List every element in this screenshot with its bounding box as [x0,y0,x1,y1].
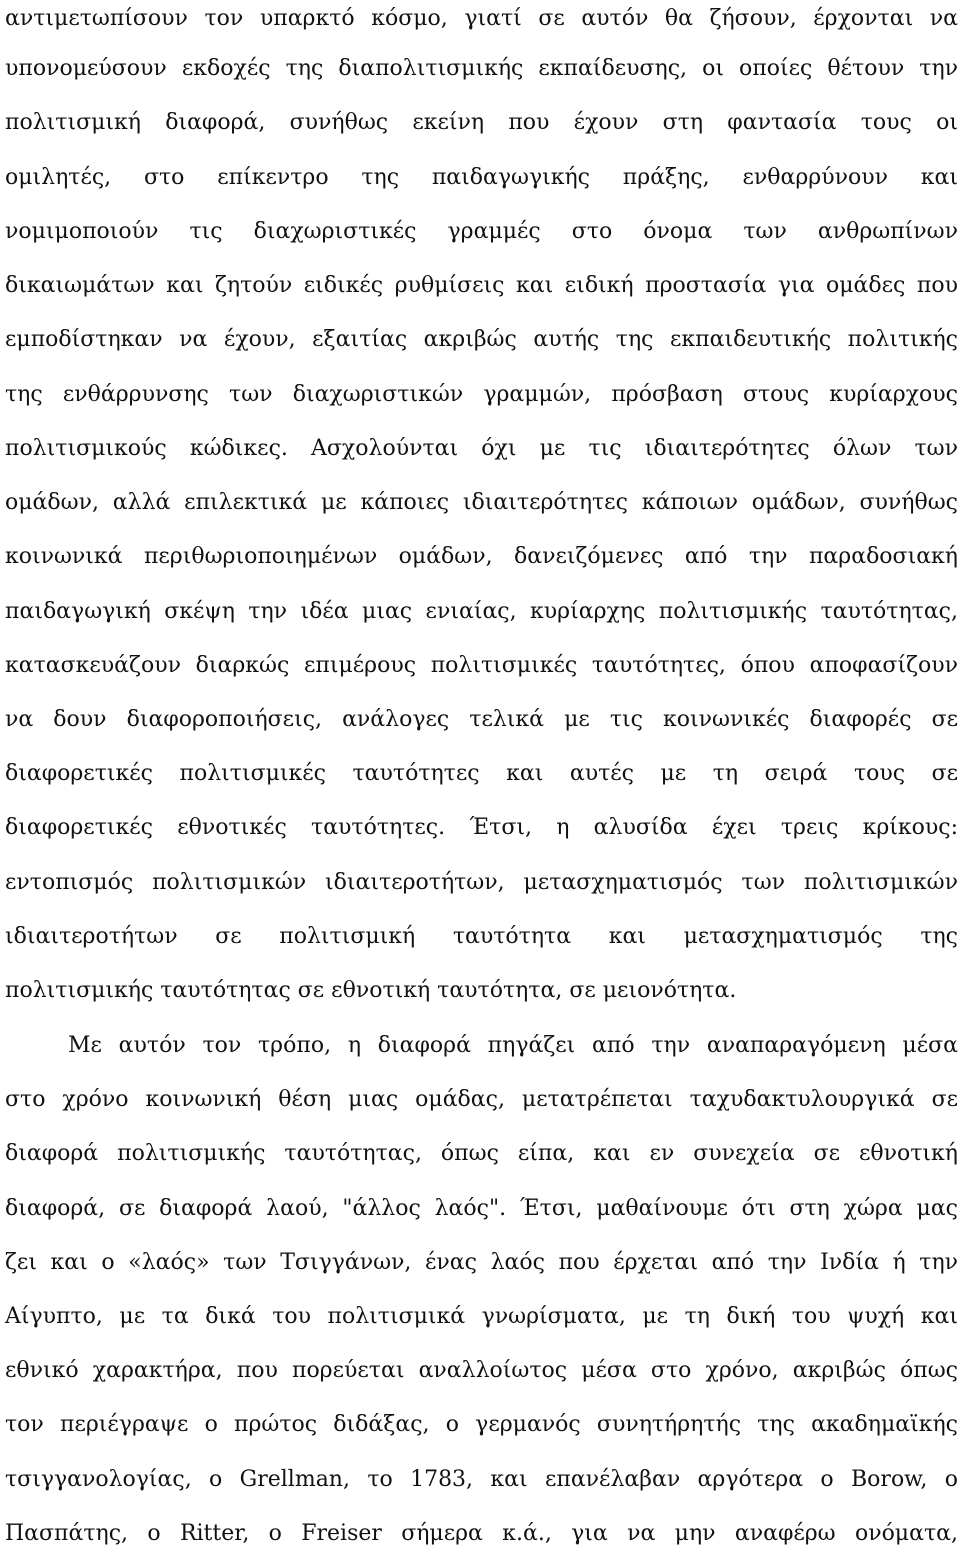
text-line: κατασκευάζουν διαρκώς επιμέρους πολιτισμικές ταυτότητες, όπου αποφασίζουν [5,653,958,678]
text-line: τσιγγανολογίας, ο Grellman, το 1783, και επανέλαβαν αργότερα ο Borow, ο [5,1467,958,1492]
text-line: ιδιαιτεροτήτων σε πολιτισμική ταυτότητα και μετασχηματισμός της [5,924,958,949]
text-line: διαφορά, σε διαφορά λαού, "άλλος λαός". Έτσι, μαθαίνουμε ότι στη χώρα μας [5,1196,958,1221]
text-line: ομάδων, αλλά επιλεκτικά με κάποιες ιδιαιτερότητες κάποιων ομάδων, συνήθως [5,490,958,515]
text-line: αντιμετωπίσουν τον υπαρκτό κόσμο, γιατί σε αυτόν θα ζήσουν, έρχονται να [5,6,958,31]
text-line: ζει και ο «λαός» των Τσιγγάνων, ένας λαός που έρχεται από την Ινδία ή την [5,1250,958,1275]
text-line: ομιλητές, στο επίκεντρο της παιδαγωγικής πράξης, ενθαρρύνουν και [5,165,958,190]
text-line: Πασπάτης, ο Ritter, ο Freiser σήμερα κ.ά., για να μην αναφέρω ονόματα, [5,1521,958,1546]
text-line: παιδαγωγική σκέψη την ιδέα μιας ενιαίας, κυρίαρχης πολιτισμικής ταυτότητας, [5,599,958,624]
text-line: εμποδίστηκαν να έχουν, εξαιτίας ακριβώς αυτής της εκπαιδευτικής πολιτικής [5,327,958,352]
text-line: τον περιέγραψε ο πρώτος διδάξας, ο γερμανός συνητήρητής της ακαδημαϊκής [5,1412,958,1437]
text-line: εθνικό χαρακτήρα, που πορεύεται αναλλοίωτος μέσα στο χρόνο, ακριβώς όπως [5,1358,958,1383]
text-line: υπονομεύσουν εκδοχές της διαπολιτισμικής εκπαίδευσης, οι οποίες θέτουν την [5,56,958,81]
text-line: πολιτισμικούς κώδικες. Ασχολούνται όχι με τις ιδιαιτερότητες όλων των [5,436,958,461]
text-line: δικαιωμάτων και ζητούν ειδικές ρυθμίσεις και ειδική προστασία για ομάδες που [5,273,958,298]
text-line: Με αυτόν τον τρόπο, η διαφορά πηγάζει από την αναπαραγόμενη μέσα [68,1033,958,1058]
text-line: της ενθάρρυνσης των διαχωριστικών γραμμών, πρόσβαση στους κυρίαρχους [5,382,958,407]
text-line: να δουν διαφοροποιήσεις, ανάλογες τελικά με τις κοινωνικές διαφορές σε [5,707,958,732]
text-line: διαφορά πολιτισμικής ταυτότητας, όπως είπα, και εν συνεχεία σε εθνοτική [5,1141,958,1166]
text-line: Αίγυπτο, με τα δικά του πολιτισμικά γνωρίσματα, με τη δική του ψυχή και [5,1304,958,1329]
text-line: διαφορετικές πολιτισμικές ταυτότητες και αυτές με τη σειρά τους σε [5,761,958,786]
text-line: πολιτισμική διαφορά, συνήθως εκείνη που έχουν στη φαντασία τους οι [5,110,958,135]
text-line: διαφορετικές εθνοτικές ταυτότητες. Έτσι, η αλυσίδα έχει τρεις κρίκους: [5,815,958,840]
text-line: κοινωνικά περιθωριοποιημένων ομάδων, δανειζόμενες από την παραδοσιακή [5,544,958,569]
text-line: νομιμοποιούν τις διαχωριστικές γραμμές στο όνομα των ανθρωπίνων [5,219,958,244]
text-line: στο χρόνο κοινωνική θέση μιας ομάδας, μετατρέπεται ταχυδακτυλουργικά σε [5,1087,958,1112]
text-line: πολιτισμικής ταυτότητας σε εθνοτική ταυτότητα, σε μειονότητα. [5,978,737,1003]
text-line: εντοπισμός πολιτισμικών ιδιαιτεροτήτων, μετασχηματισμός των πολιτισμικών [5,870,958,895]
